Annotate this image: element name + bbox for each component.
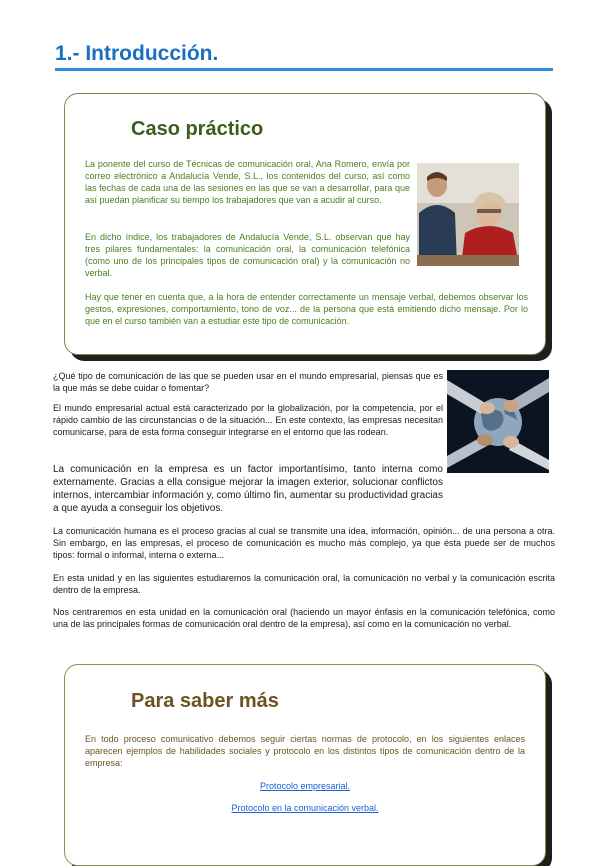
case-paragraph-3: Hay que tener en cuenta que, a la hora de entender correctamente un mensaje verbal, debemos observar los gestos, expresiones, comportamiento, tono de voz... de la persona que está emitiendo dicho mensaje. Por lo que en el curso también van a estudiar este tipo de comunicación. (85, 292, 528, 326)
case-paragraph-2: En dicho índice, los trabajadores de Andalucía Vende, S.L. observan que hay tres pilares fundamentales: la comunicación oral, la comunicación telefónica (como uno de los principales tipos de comunicación oral) y la comunicación no verbal. (85, 232, 410, 278)
link-corporate-protocol[interactable]: Protocolo empresarial. (259, 781, 351, 791)
main-paragraph-3: La comunicación en la empresa es un factor importantísimo, tanto interna como externamente. Gracias a ella consigue mejorar la imagen exterior, solucionar conflictos internos, intercambiar información y, como último fin, aumentar su productividad gracias a que ayuda a conseguir los objetivos. (53, 464, 443, 514)
main-paragraph-2: El mundo empresarial actual está caracterizado por la globalización, por la competencia, por el rápido cambio de las circunstancias o de la situación... En este contexto, las empresas necesitan comunicarse, para de esta forma conseguir integrarse en el entorno que las rodean. (53, 403, 443, 437)
case-study-box (64, 93, 546, 355)
meeting-photo (417, 163, 519, 266)
learn-more-heading: Para saber más (131, 690, 279, 712)
title-divider (55, 68, 553, 71)
link-verbal-communication-protocol[interactable]: Protocolo en la comunicación verbal. (231, 803, 379, 813)
learn-more-box (64, 664, 546, 866)
main-paragraph-1: ¿Qué tipo de comunicación de las que se pueden usar en el mundo empresarial, piensas que es la que más se debe cuidar o fomentar? (53, 371, 443, 393)
page-title: 1.- Introducción. (55, 42, 219, 65)
case-paragraph-1: La ponente del curso de Técnicas de comunicación oral, Ana Romero, envía por correo electrónico a Andalucía Vende, S.L., los contenidos del curso, así como las fechas de cada una de las sesiones en las que se van a desarrollar, para que así puedan planificar su tiempo los trabajadores que van a acudir al curso. (85, 159, 410, 205)
main-paragraph-4: La comunicación humana es el proceso gracias al cual se transmite una idea, información, opinión... de una persona a otra. Sin embargo, en las empresas, el proceso de comunicación es mucho más complejo, ya que ésta puede ser de muchos tipos: formal o informal, interna o externa... (53, 526, 555, 560)
main-paragraph-5: En esta unidad y en las siguientes estudiaremos la comunicación oral, la comunicación no verbal y la comunicación escrita dentro de la empresa. (53, 573, 555, 595)
globe-handshake-photo (447, 370, 549, 473)
case-study-heading: Caso práctico (131, 118, 264, 140)
main-paragraph-6: Nos centraremos en esta unidad en la comunicación oral (haciendo un mayor énfasis en la comunicación telefónica, como una de las principales formas de comunicación oral dentro de la empresa), así como en la comunicación no verbal. (53, 607, 555, 629)
learn-more-text: En todo proceso comunicativo debemos seguir ciertas normas de protocolo, en los siguientes enlaces aparecen ejemplos de habilidades sociales y protocolo en los distintos tipos de comunicación dentro de la empresa: (85, 734, 525, 768)
